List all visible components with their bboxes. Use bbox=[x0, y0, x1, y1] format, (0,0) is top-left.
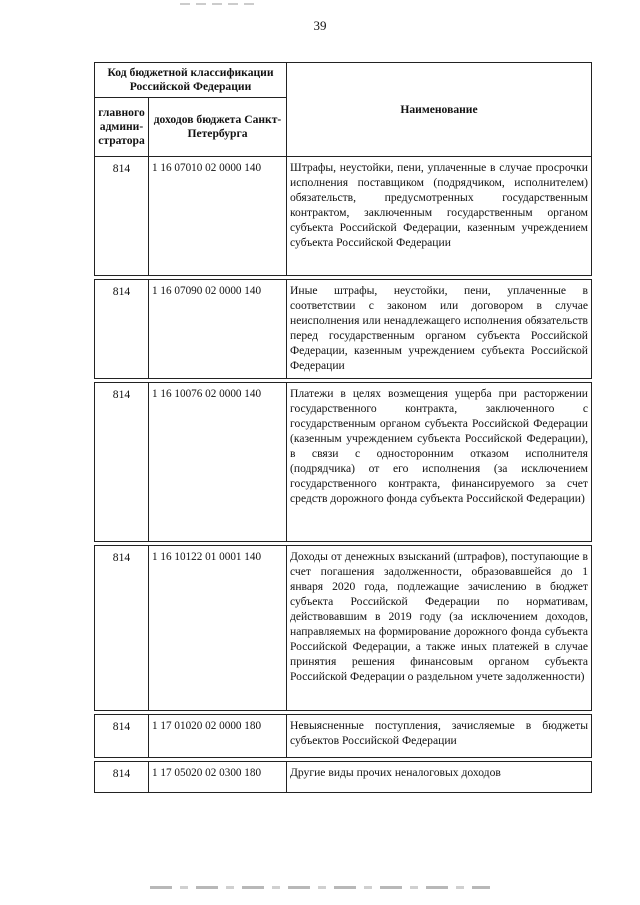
header-row-group bbox=[95, 63, 592, 98]
cell-admin-code: 814 bbox=[95, 280, 149, 379]
header-code-group: Код бюджетной классификации Российской Федерации bbox=[95, 63, 287, 98]
page-number: 39 bbox=[313, 18, 327, 33]
cell-income-code: 1 16 10076 02 0000 140 bbox=[149, 383, 287, 542]
cell-income-code: 1 16 07010 02 0000 140 bbox=[149, 157, 287, 276]
cell-name: Платежи в целях возмещения ущерба при расторжении государственного контракта, заключенного с государственным органом субъекта Российской Федерации (казенным учреждением субъекта Российской Федерации), в связи с односторонним отказом исполнителя (подрядчика) от его исполнения (за исключением государственного контракта, финансируемого за счет средств дорожного фонда субъекта Российской Федерации) bbox=[287, 383, 592, 542]
header-income: доходов бюджета Санкт-Петербурга bbox=[149, 98, 287, 157]
cell-name: Иные штрафы, неустойки, пени, уплаченные в соответствии с законом или договором в случае неисполнения или ненадлежащего исполнения обязательств перед государственным органом субъекта Российской Федерации, казенным учреждением субъекта Российской Федерации bbox=[287, 280, 592, 379]
cell-admin-code: 814 bbox=[95, 546, 149, 711]
scan-artifact-top bbox=[180, 3, 260, 5]
header-name: Наименование bbox=[287, 63, 592, 157]
cell-name: Штрафы, неустойки, пени, уплаченные в случае просрочки исполнения поставщиком (подрядчиком, исполнителем) обязательств, предусмотренных государственным контрактом, заключенным государственным органом субъекта Российской Федерации, казенным учреждением субъекта Российской Федерации bbox=[287, 157, 592, 276]
table-row bbox=[95, 546, 592, 711]
cell-income-code: 1 16 10122 01 0001 140 bbox=[149, 546, 287, 711]
budget-classification-table bbox=[94, 62, 592, 793]
scan-artifact-bottom bbox=[150, 886, 490, 889]
cell-admin-code: 814 bbox=[95, 715, 149, 758]
cell-income-code: 1 17 01020 02 0000 180 bbox=[149, 715, 287, 758]
cell-income-code: 1 16 07090 02 0000 140 bbox=[149, 280, 287, 379]
header-admin: главного админи-стратора bbox=[95, 98, 149, 157]
table-row bbox=[95, 383, 592, 542]
table-row bbox=[95, 280, 592, 379]
table-body bbox=[95, 157, 592, 793]
table-row bbox=[95, 715, 592, 758]
table-row bbox=[95, 762, 592, 793]
cell-admin-code: 814 bbox=[95, 762, 149, 793]
cell-admin-code: 814 bbox=[95, 157, 149, 276]
cell-income-code: 1 17 05020 02 0300 180 bbox=[149, 762, 287, 793]
cell-name: Другие виды прочих неналоговых доходов bbox=[287, 762, 592, 793]
cell-name: Невыясненные поступления, зачисляемые в бюджеты субъектов Российской Федерации bbox=[287, 715, 592, 758]
table-row bbox=[95, 157, 592, 276]
cell-name: Доходы от денежных взысканий (штрафов), поступающие в счет погашения задолженности, образовавшейся до 1 января 2020 года, подлежащие зачислению в бюджет субъекта Российской Федерации по нормативам, действовавшим в 2019 году (за исключением доходов, направляемых на формирование дорожного фонда субъекта Российской Федерации, а также иных платежей в случае принятия решения финансовым органом субъекта Российской Федерации о раздельном учете задолженности) bbox=[287, 546, 592, 711]
table-header bbox=[95, 63, 592, 157]
cell-admin-code: 814 bbox=[95, 383, 149, 542]
